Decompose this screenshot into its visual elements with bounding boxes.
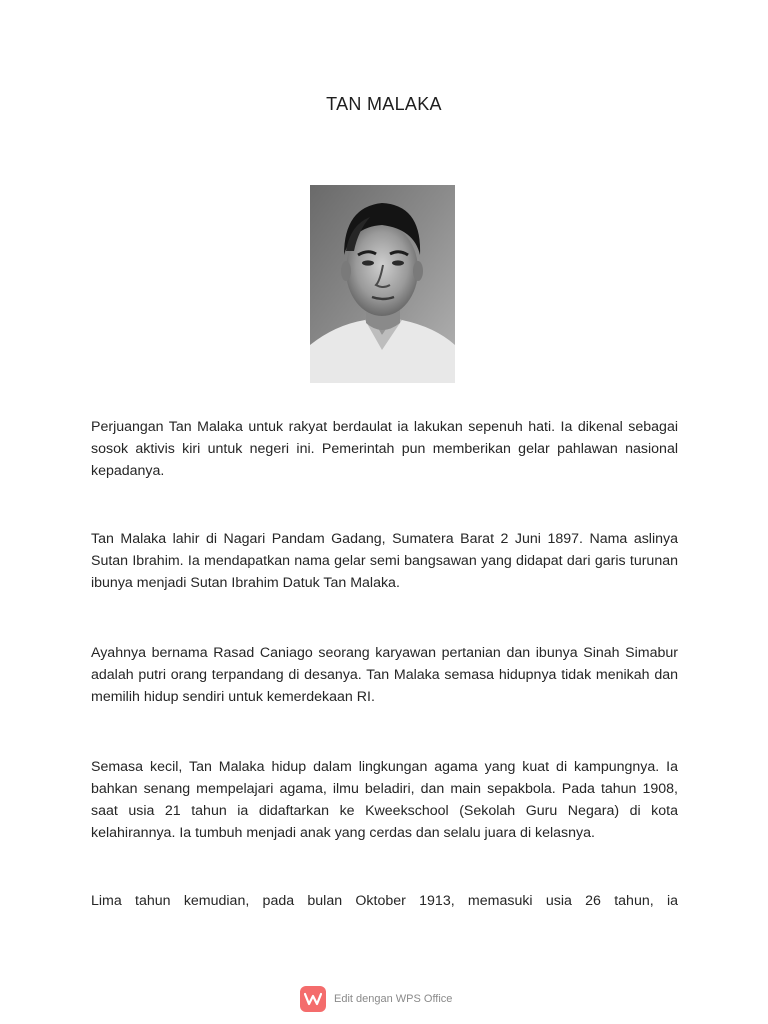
paragraph-4: Semasa kecil, Tan Malaka hidup dalam lingkungan agama yang kuat di kampungnya. Ia bahkan senang mempelajari agama, ilmu beladiri, dan main sepakbola. Pada tahun 1908, saat usia 21 tahun ia didaftarkan ke Kweekschool (Sekolah Guru Negara) di kota kelahirannya. Ia tumbuh menjadi anak yang cerdas dan selalu juara di kelasnya. bbox=[91, 759, 678, 841]
paragraph-2: Tan Malaka lahir di Nagari Pandam Gadang, Sumatera Barat 2 Juni 1897. Nama aslinya Sutan Ibrahim. Ia mendapatkan nama gelar semi bangsawan yang didapat dari garis turunan ibunya menjadi Sutan Ibrahim Datuk Tan Malaka. bbox=[91, 531, 678, 591]
wps-office-icon bbox=[300, 986, 326, 1012]
paragraph-3: Ayahnya bernama Rasad Caniago seorang karyawan pertanian dan ibunya Sinah Simabur adalah putri orang terpandang di desanya. Tan Malaka semasa hidupnya tidak menikah dan memilih hidup sendiri untuk kemerdekaan RI. bbox=[91, 645, 678, 705]
paragraph-1: Perjuangan Tan Malaka untuk rakyat berdaulat ia lakukan sepenuh hati. Ia dikenal sebagai sosok aktivis kiri untuk negeri ini. Pemerintah pun memberikan gelar pahlawan nasional kepadanya. bbox=[91, 419, 678, 479]
paragraph-5: Lima tahun kemudian, pada bulan Oktober 1913, memasuki usia 26 tahun, ia bbox=[91, 893, 678, 909]
wps-edit-link[interactable] bbox=[300, 985, 452, 1013]
wps-edit-label: Edit dengan WPS Office bbox=[334, 993, 453, 1005]
document-title: TAN MALAKA bbox=[326, 94, 442, 114]
portrait-photo bbox=[310, 185, 455, 383]
